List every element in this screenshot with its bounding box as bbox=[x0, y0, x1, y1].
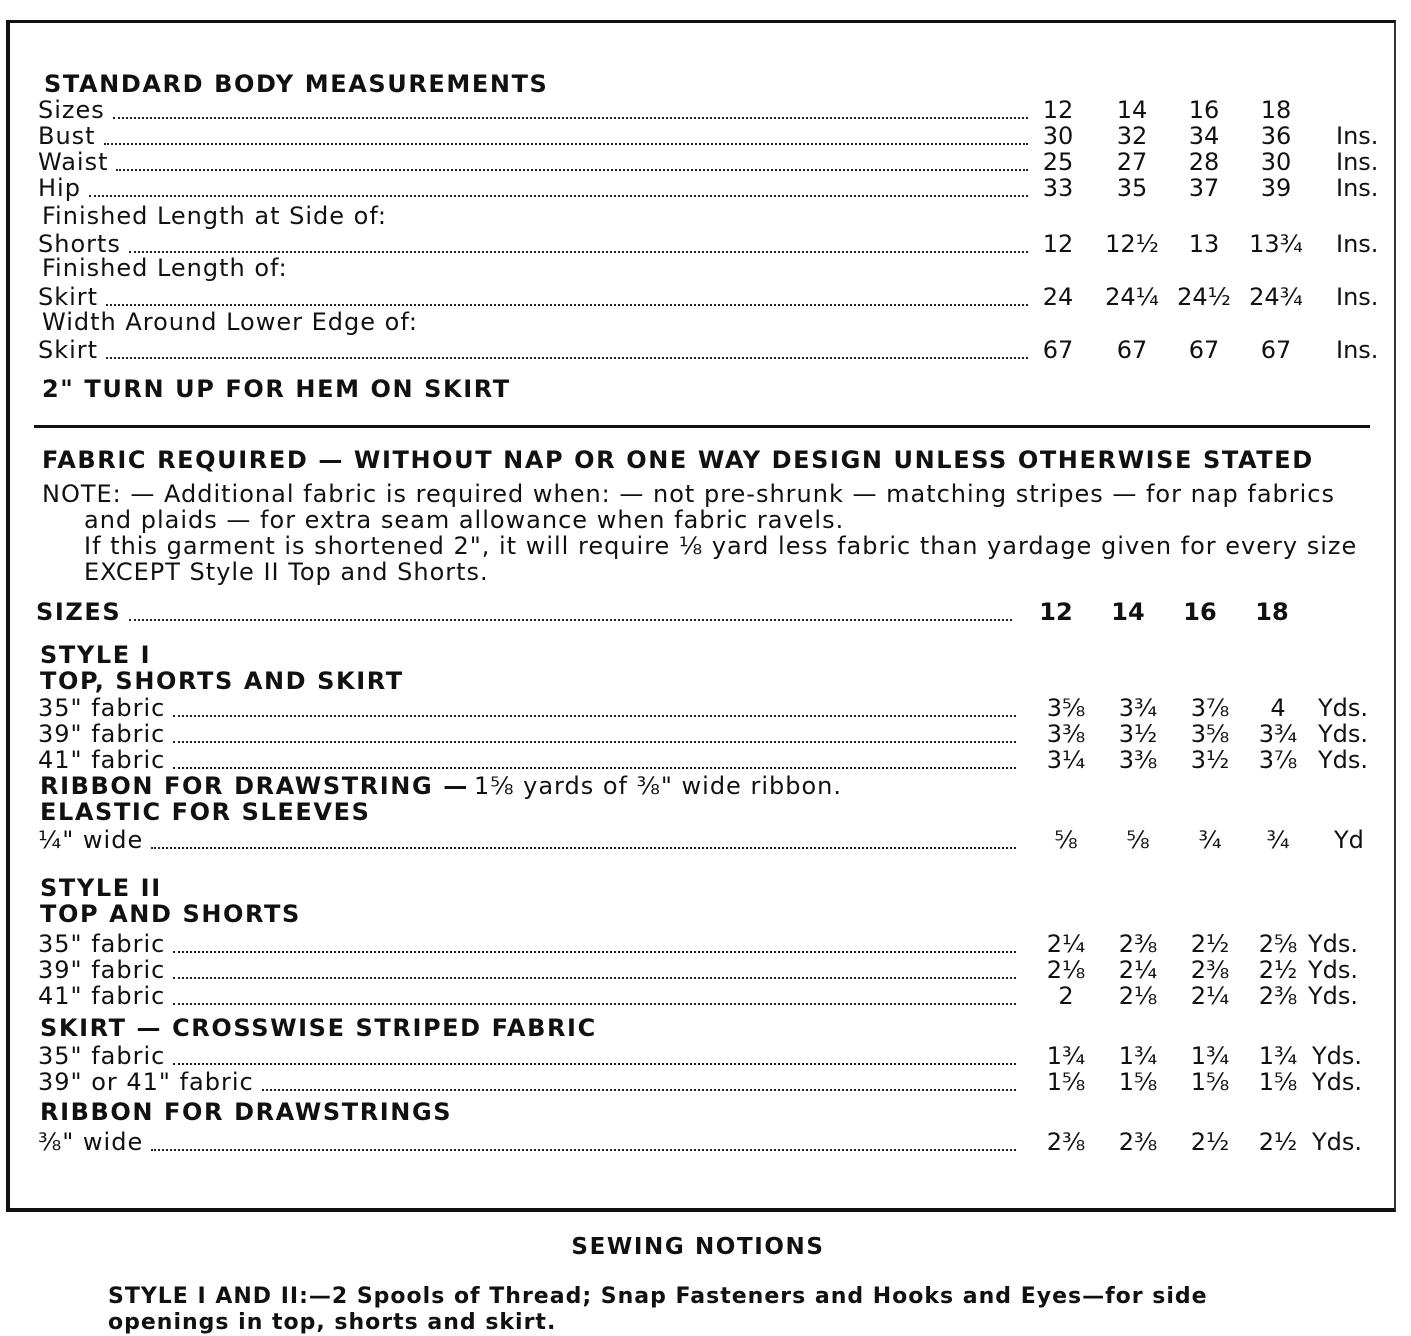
style2-fabric-row-value: 2⅜ bbox=[1118, 930, 1158, 958]
style2-fabric-row-value: 2⅜ bbox=[1190, 956, 1230, 984]
skirt-fabric-row-value: 1¾ bbox=[1046, 1042, 1086, 1070]
bust-row-value: 30 bbox=[1042, 122, 1074, 150]
waist-row-value: 28 bbox=[1188, 148, 1220, 176]
sizes-row-label: Sizes bbox=[38, 96, 105, 124]
bust-row-value: 32 bbox=[1116, 122, 1148, 150]
waist-row-value: 30 bbox=[1260, 148, 1292, 176]
shorts-length-row-value: 13¾ bbox=[1249, 230, 1303, 258]
style1-fabric-row-value: 3⅜ bbox=[1046, 720, 1086, 748]
elastic-row-value: ⅝ bbox=[1054, 826, 1078, 854]
skirt-width-row-unit: Ins. bbox=[1336, 336, 1379, 364]
body-measurements-title: STANDARD BODY MEASUREMENTS bbox=[44, 70, 549, 98]
elastic-row-value: ⅝ bbox=[1126, 826, 1150, 854]
skirt-fabric-row-value: 1⅝ bbox=[1258, 1068, 1298, 1096]
hip-row-value: 35 bbox=[1116, 174, 1148, 202]
note-line-4: EXCEPT Style II Top and Shorts. bbox=[84, 558, 489, 586]
sewing-notions-title: SEWING NOTIONS bbox=[571, 1234, 825, 1260]
skirt-fabric-row-value: 1⅝ bbox=[1190, 1068, 1230, 1096]
skirt-length-row-value: 24¾ bbox=[1249, 283, 1303, 311]
waist-row-value: 27 bbox=[1116, 148, 1148, 176]
style2-fabric-row-value: 2⅜ bbox=[1258, 982, 1298, 1010]
sizes-row-value: 16 bbox=[1188, 96, 1220, 124]
style2-fabric-row-value: 2⅛ bbox=[1046, 956, 1086, 984]
style1-fabric-row-unit: Yds. bbox=[1318, 746, 1369, 774]
style2-fabric-row-dot-leader bbox=[173, 977, 1016, 979]
shorts-length-row-value: 12½ bbox=[1105, 230, 1159, 258]
subhead-finished-length-side: Finished Length at Side of: bbox=[42, 202, 387, 230]
style1-fabric-row-value: 3⅝ bbox=[1190, 720, 1230, 748]
sizes-header-value: 12 bbox=[1039, 598, 1073, 626]
hip-row-value: 39 bbox=[1260, 174, 1292, 202]
ribbons-row-label: ⅜" wide bbox=[38, 1128, 144, 1156]
sizes-header-label: SIZES bbox=[36, 598, 122, 626]
hip-row-value: 33 bbox=[1042, 174, 1074, 202]
skirt-fabric-row-value: 1¾ bbox=[1190, 1042, 1230, 1070]
style2-fabric-row-unit: Yds. bbox=[1308, 956, 1359, 984]
style1-fabric-row-unit: Yds. bbox=[1318, 720, 1369, 748]
style2-fabric-row-label: 35" fabric bbox=[38, 930, 166, 958]
style1-fabric-row-unit: Yds. bbox=[1318, 694, 1369, 722]
waist-row-unit: Ins. bbox=[1336, 148, 1379, 176]
skirt-fabric-row-label: 39" or 41" fabric bbox=[38, 1068, 254, 1096]
style1-fabric-row-dot-leader bbox=[173, 741, 1016, 743]
style2-fabric-row-value: 2⅛ bbox=[1118, 982, 1158, 1010]
elastic-row-dot-leader bbox=[151, 847, 1016, 849]
shorts-length-row-value: 13 bbox=[1188, 230, 1220, 258]
note-line-3: If this garment is shortened 2", it will require ⅛ yard less fabric than yardage given for every size bbox=[84, 532, 1358, 560]
style1-fabric-row-label: 35" fabric bbox=[38, 694, 166, 722]
hip-row-unit: Ins. bbox=[1336, 174, 1379, 202]
ribbons-row-value: 2⅜ bbox=[1046, 1128, 1086, 1156]
sizes-header-value: 16 bbox=[1183, 598, 1217, 626]
style2-fabric-row-unit: Yds. bbox=[1308, 982, 1359, 1010]
sizes-row-value: 14 bbox=[1116, 96, 1148, 124]
style2-fabric-row-value: 2¼ bbox=[1046, 930, 1086, 958]
elastic-row-value: ¾ bbox=[1266, 826, 1290, 854]
waist-row-label: Waist bbox=[38, 148, 109, 176]
style1-fabric-row-value: 3¾ bbox=[1258, 720, 1298, 748]
style1-fabric-row-value: 3½ bbox=[1118, 720, 1158, 748]
shorts-length-row-unit: Ins. bbox=[1336, 230, 1379, 258]
subhead-finished-length: Finished Length of: bbox=[42, 254, 288, 282]
shorts-length-row-value: 12 bbox=[1042, 230, 1074, 258]
skirt-fabric-row-unit: Yds. bbox=[1312, 1068, 1363, 1096]
sizes-header-value: 14 bbox=[1111, 598, 1145, 626]
elastic-row-value: ¾ bbox=[1198, 826, 1222, 854]
style1-title: STYLE I bbox=[40, 641, 152, 669]
style2-fabric-row-value: 2½ bbox=[1190, 930, 1230, 958]
sizes-header-dot-leader bbox=[129, 619, 1012, 621]
ribbon-drawstring-text: 1⅝ yards of ⅜" wide ribbon. bbox=[473, 772, 842, 800]
fabric-required-title: FABRIC REQUIRED — WITHOUT NAP OR ONE WAY DESIGN UNLESS OTHERWISE STATED bbox=[42, 446, 1314, 474]
skirt-width-row-value: 67 bbox=[1116, 336, 1148, 364]
style1-fabric-row-label: 39" fabric bbox=[38, 720, 166, 748]
style1-fabric-row-value: 3⅞ bbox=[1258, 746, 1298, 774]
skirt-crosswise-title: SKIRT — CROSSWISE STRIPED FABRIC bbox=[40, 1014, 597, 1042]
subhead-width-lower-edge: Width Around Lower Edge of: bbox=[42, 308, 418, 336]
bust-row-value: 36 bbox=[1260, 122, 1292, 150]
skirt-fabric-row-label: 35" fabric bbox=[38, 1042, 166, 1070]
waist-row-dot-leader bbox=[116, 169, 1028, 171]
hem-note: 2" TURN UP FOR HEM ON SKIRT bbox=[42, 375, 511, 403]
skirt-length-row-value: 24½ bbox=[1177, 283, 1231, 311]
ribbons-row-value: 2½ bbox=[1190, 1128, 1230, 1156]
style2-fabric-row-label: 41" fabric bbox=[38, 982, 166, 1010]
skirt-fabric-row-value: 1¾ bbox=[1258, 1042, 1298, 1070]
style2-subtitle: TOP AND SHORTS bbox=[40, 900, 301, 928]
style1-fabric-row-value: 3⅞ bbox=[1190, 694, 1230, 722]
style1-fabric-row-value: 3½ bbox=[1190, 746, 1230, 774]
skirt-fabric-row-dot-leader bbox=[173, 1063, 1016, 1065]
waist-row-value: 25 bbox=[1042, 148, 1074, 176]
skirt-length-row-value: 24 bbox=[1042, 283, 1074, 311]
bust-row-dot-leader bbox=[104, 143, 1028, 145]
style2-fabric-row-value: 2⅝ bbox=[1258, 930, 1298, 958]
ribbons-row-unit: Yds. bbox=[1312, 1128, 1363, 1156]
skirt-length-row-value: 24¼ bbox=[1105, 283, 1159, 311]
style1-fabric-row-dot-leader bbox=[173, 767, 1016, 769]
style1-fabric-row-label: 41" fabric bbox=[38, 746, 166, 774]
style2-fabric-row-value: 2¼ bbox=[1190, 982, 1230, 1010]
shorts-length-row-label: Shorts bbox=[38, 230, 121, 258]
hip-row-label: Hip bbox=[38, 174, 81, 202]
hip-row-dot-leader bbox=[89, 195, 1028, 197]
bust-row-label: Bust bbox=[38, 122, 96, 150]
note-line-2: and plaids — for extra seam allowance when fabric ravels. bbox=[84, 506, 845, 534]
sizes-row-dot-leader bbox=[113, 117, 1028, 119]
style1-fabric-row-dot-leader bbox=[173, 715, 1016, 717]
style1-fabric-row-value: 3⅝ bbox=[1046, 694, 1086, 722]
section-divider bbox=[34, 425, 1370, 428]
skirt-fabric-row-value: 1⅝ bbox=[1046, 1068, 1086, 1096]
ribbons-row-dot-leader bbox=[151, 1149, 1016, 1151]
style2-fabric-row-unit: Yds. bbox=[1308, 930, 1359, 958]
ribbon-drawstrings-title: RIBBON FOR DRAWSTRINGS bbox=[40, 1098, 453, 1126]
ribbon-drawstring-title: RIBBON FOR DRAWSTRING — bbox=[40, 772, 469, 800]
skirt-length-row-dot-leader bbox=[106, 304, 1028, 306]
skirt-width-row-value: 67 bbox=[1042, 336, 1074, 364]
style2-fabric-row-value: 2¼ bbox=[1118, 956, 1158, 984]
shorts-length-row-dot-leader bbox=[129, 251, 1028, 253]
skirt-width-row-value: 67 bbox=[1188, 336, 1220, 364]
skirt-width-row-label: Skirt bbox=[38, 336, 99, 364]
sewing-notions-text: STYLE I AND II:—2 Spools of Thread; Snap Fasteners and Hooks and Eyes—for side openings in top, shorts and skirt. bbox=[108, 1284, 1208, 1335]
bust-row-value: 34 bbox=[1188, 122, 1220, 150]
style1-fabric-row-value: 4 bbox=[1270, 694, 1286, 722]
skirt-fabric-row-value: 1⅝ bbox=[1118, 1068, 1158, 1096]
style2-fabric-row-value: 2 bbox=[1058, 982, 1074, 1010]
bust-row-unit: Ins. bbox=[1336, 122, 1379, 150]
sizes-row-value: 12 bbox=[1042, 96, 1074, 124]
ribbon-drawstring-line bbox=[40, 772, 842, 800]
note-line-1: NOTE: — Additional fabric is required when: — not pre-shrunk — matching stripes — for nap fabrics bbox=[42, 480, 1336, 508]
skirt-fabric-row-value: 1¾ bbox=[1118, 1042, 1158, 1070]
skirt-length-row-unit: Ins. bbox=[1336, 283, 1379, 311]
style2-fabric-row-label: 39" fabric bbox=[38, 956, 166, 984]
style1-fabric-row-value: 3¾ bbox=[1118, 694, 1158, 722]
ribbons-row-value: 2⅜ bbox=[1118, 1128, 1158, 1156]
skirt-fabric-row-dot-leader bbox=[262, 1089, 1016, 1091]
style2-fabric-row-dot-leader bbox=[173, 951, 1016, 953]
style2-title: STYLE II bbox=[40, 874, 162, 902]
skirt-width-row-value: 67 bbox=[1260, 336, 1292, 364]
skirt-width-row-dot-leader bbox=[106, 357, 1028, 359]
style1-fabric-row-value: 3⅜ bbox=[1118, 746, 1158, 774]
elastic-row-label: ¼" wide bbox=[38, 826, 144, 854]
ribbons-row-value: 2½ bbox=[1258, 1128, 1298, 1156]
skirt-fabric-row-unit: Yds. bbox=[1312, 1042, 1363, 1070]
elastic-row-unit: Yd bbox=[1334, 826, 1364, 854]
hip-row-value: 37 bbox=[1188, 174, 1220, 202]
elastic-title: ELASTIC FOR SLEEVES bbox=[40, 798, 371, 826]
style2-fabric-row-dot-leader bbox=[173, 1003, 1016, 1005]
skirt-length-row-label: Skirt bbox=[38, 283, 99, 311]
sizes-header-value: 18 bbox=[1255, 598, 1289, 626]
style1-subtitle: TOP, SHORTS AND SKIRT bbox=[40, 667, 404, 695]
style1-fabric-row-value: 3¼ bbox=[1046, 746, 1086, 774]
style2-fabric-row-value: 2½ bbox=[1258, 956, 1298, 984]
sizes-row-value: 18 bbox=[1260, 96, 1292, 124]
